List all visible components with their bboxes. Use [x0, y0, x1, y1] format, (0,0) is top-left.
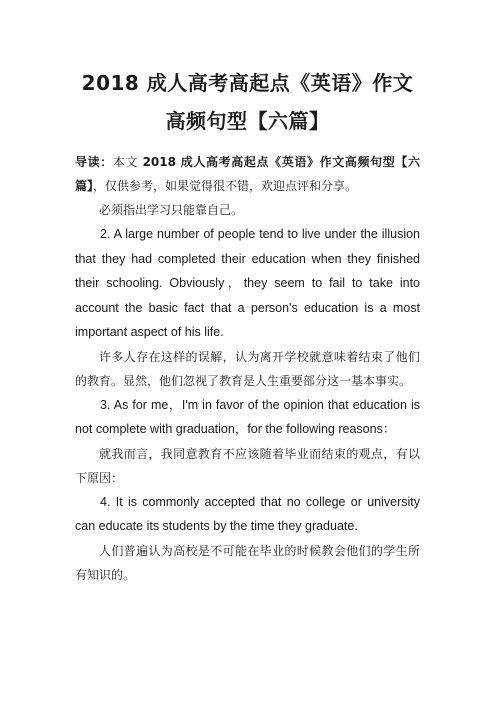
lead-label: 导读： — [75, 155, 113, 169]
lead-suffix: ，仅供参考，如果觉得很不错，欢迎点评和分享。 — [93, 179, 358, 193]
lead-paragraph — [75, 150, 420, 198]
paragraph: 许多人存在这样的误解，认为离开学校就意味着结束了他们的教育。显然，他们忽视了教育是人生重要部分这一基本事实。 — [75, 349, 420, 388]
lead-prefix: 本文 — [112, 155, 143, 169]
paragraph: 就我而言，我同意教育不应该随着毕业而结束的观点，有以下原因： — [75, 446, 420, 485]
paragraph: 3. As for me，I'm in favor of the opinion that education is not complete with graduation，for the following reasons： — [75, 397, 420, 436]
paragraph: 4. It is commonly accepted that no college or university can educate its students by the time they graduate. — [75, 494, 420, 533]
paragraph: 必须指出学习只能靠自己。 — [99, 203, 244, 217]
paragraph: 人们普遍认为高校是不可能在毕业的时候教会他们的学生所有知识的。 — [75, 543, 420, 582]
lead-title: 2018 成人高考高起点《英语》作文高频句型【六篇】 — [75, 155, 420, 193]
paragraph: 2. A large number of people tend to live under the illusion that they had completed their education when they finished their schooling. Obviously，they seem to fail to take into account the basic fact that a person's education is a most important aspect of his life. — [75, 227, 420, 339]
document-title: 2018 成人高考高起点《英语》作文高频句型【六篇】 — [81, 71, 414, 133]
